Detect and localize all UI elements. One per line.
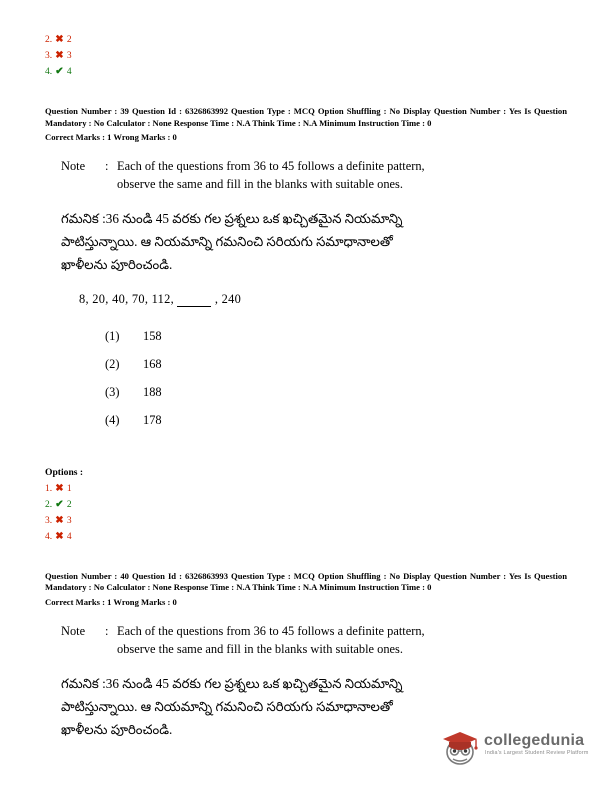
question-40-note bbox=[45, 622, 567, 658]
question-39-telugu-note bbox=[45, 207, 567, 276]
option-result-row bbox=[45, 64, 567, 80]
option-result-row bbox=[45, 513, 567, 529]
option-result-row bbox=[45, 32, 567, 48]
question-39-metadata: Question Number : 39 Question Id : 6326863992 Question Type : MCQ Option Shuffling : No Display Question Number : Yes Is Question Mandatory : No Calculator : None Response Time : N.A Think Time : N.A Minimum Instruction Time : 0 bbox=[45, 106, 567, 128]
sequence-prefix: 8, 20, 40, 70, 112, bbox=[79, 291, 178, 306]
note-colon: : bbox=[105, 158, 109, 173]
question-39-block bbox=[45, 106, 567, 545]
option-number: 3. bbox=[45, 515, 53, 526]
cross-icon: ✖ bbox=[55, 530, 64, 542]
note-label: Note bbox=[61, 623, 86, 638]
option-number: 2. bbox=[45, 499, 53, 510]
check-icon: ✔ bbox=[55, 66, 64, 77]
cross-icon: ✖ bbox=[55, 34, 64, 45]
question-40-block bbox=[45, 571, 567, 741]
logo-tagline: India's Largest Student Review Platform bbox=[485, 750, 589, 756]
choice-text: 188 bbox=[143, 384, 162, 399]
note-text-line-2: observe the same and fill in the blanks with suitable ones. bbox=[117, 176, 403, 191]
logo-wordmark: collegedunia bbox=[484, 732, 585, 749]
question-39-sequence bbox=[45, 292, 567, 307]
option-number: 1. bbox=[45, 483, 53, 494]
question-39-choices bbox=[45, 329, 567, 441]
option-value: 4 bbox=[66, 531, 72, 542]
sequence-blank bbox=[177, 295, 211, 307]
previous-question-options bbox=[45, 0, 567, 80]
choice-text: 178 bbox=[143, 412, 162, 427]
telugu-line-1: గమనిక :36 నుండి 45 వరకు గల ప్రశ్నలు ఒక ఖచ్చితమైన నియమాన్ని bbox=[61, 675, 403, 691]
telugu-line-2: పాటిస్తున్నాయి. ఆ నియమాన్ని గమనించి సరియగు సమాధానాలతో bbox=[61, 233, 393, 249]
note-text-line-2: observe the same and fill in the blanks with suitable ones. bbox=[117, 641, 403, 656]
option-value: 2 bbox=[66, 499, 72, 510]
choice-key: (2) bbox=[105, 356, 120, 371]
check-icon: ✔ bbox=[55, 498, 64, 510]
note-text-line-1: Each of the questions from 36 to 45 follows a definite pattern, bbox=[117, 158, 425, 173]
question-39-options-heading: Options : bbox=[45, 466, 84, 478]
choice-row[interactable] bbox=[105, 385, 567, 413]
graduate-logo-icon bbox=[440, 726, 480, 768]
question-40-metadata: Question Number : 40 Question Id : 6326863993 Question Type : MCQ Option Shuffling : No Display Question Number : Yes Is Question Mandatory : No Calculator : None Response Time : N.A Think Time : N.A Minimum Instruction Time : 0 bbox=[45, 570, 567, 593]
question-39-marks: Correct Marks : 1 Wrong Marks : 0 bbox=[45, 132, 177, 143]
option-result-row bbox=[45, 497, 567, 513]
option-value: 4 bbox=[66, 67, 72, 77]
note-text-line-1: Each of the questions from 36 to 45 follows a definite pattern, bbox=[117, 623, 425, 638]
telugu-line-1: గమనిక :36 నుండి 45 వరకు గల ప్రశ్నలు ఒక ఖచ్చితమైన నియమాన్ని bbox=[61, 210, 403, 226]
telugu-line-3: ఖాళీలను పూరించండి. bbox=[61, 721, 173, 737]
option-number: 3. bbox=[45, 51, 53, 61]
option-number: 4. bbox=[45, 531, 53, 542]
option-number: 4. bbox=[45, 67, 53, 77]
sequence-suffix: , 240 bbox=[211, 291, 242, 306]
choice-key: (3) bbox=[105, 384, 120, 399]
cross-icon: ✖ bbox=[55, 50, 64, 61]
choice-row[interactable] bbox=[105, 357, 567, 385]
note-label: Note bbox=[61, 158, 86, 173]
choice-key: (4) bbox=[105, 412, 120, 427]
option-result-row bbox=[45, 481, 567, 497]
question-39-note bbox=[45, 157, 567, 193]
question-39-option-results bbox=[45, 481, 567, 545]
option-value: 1 bbox=[66, 483, 72, 494]
choice-text: 168 bbox=[143, 356, 162, 371]
choice-key: (1) bbox=[105, 328, 120, 343]
option-number: 2. bbox=[45, 35, 53, 45]
telugu-line-2: పాటిస్తున్నాయి. ఆ నియమాన్ని గమనించి సరియగు సమాధానాలతో bbox=[61, 698, 393, 714]
choice-text: 158 bbox=[143, 328, 162, 343]
option-value: 3 bbox=[66, 515, 72, 526]
cross-icon: ✖ bbox=[55, 482, 64, 494]
option-result-row bbox=[45, 529, 567, 545]
cross-icon: ✖ bbox=[55, 514, 64, 526]
question-40-marks: Correct Marks : 1 Wrong Marks : 0 bbox=[45, 596, 177, 607]
choice-row[interactable] bbox=[105, 329, 567, 357]
option-value: 3 bbox=[66, 51, 72, 61]
option-value: 2 bbox=[66, 35, 72, 45]
option-result-row bbox=[45, 48, 567, 64]
choice-row[interactable] bbox=[105, 413, 567, 441]
telugu-line-3: ఖాళీలను పూరించండి. bbox=[61, 256, 173, 272]
collegedunia-watermark bbox=[440, 724, 590, 772]
note-colon: : bbox=[105, 623, 109, 638]
